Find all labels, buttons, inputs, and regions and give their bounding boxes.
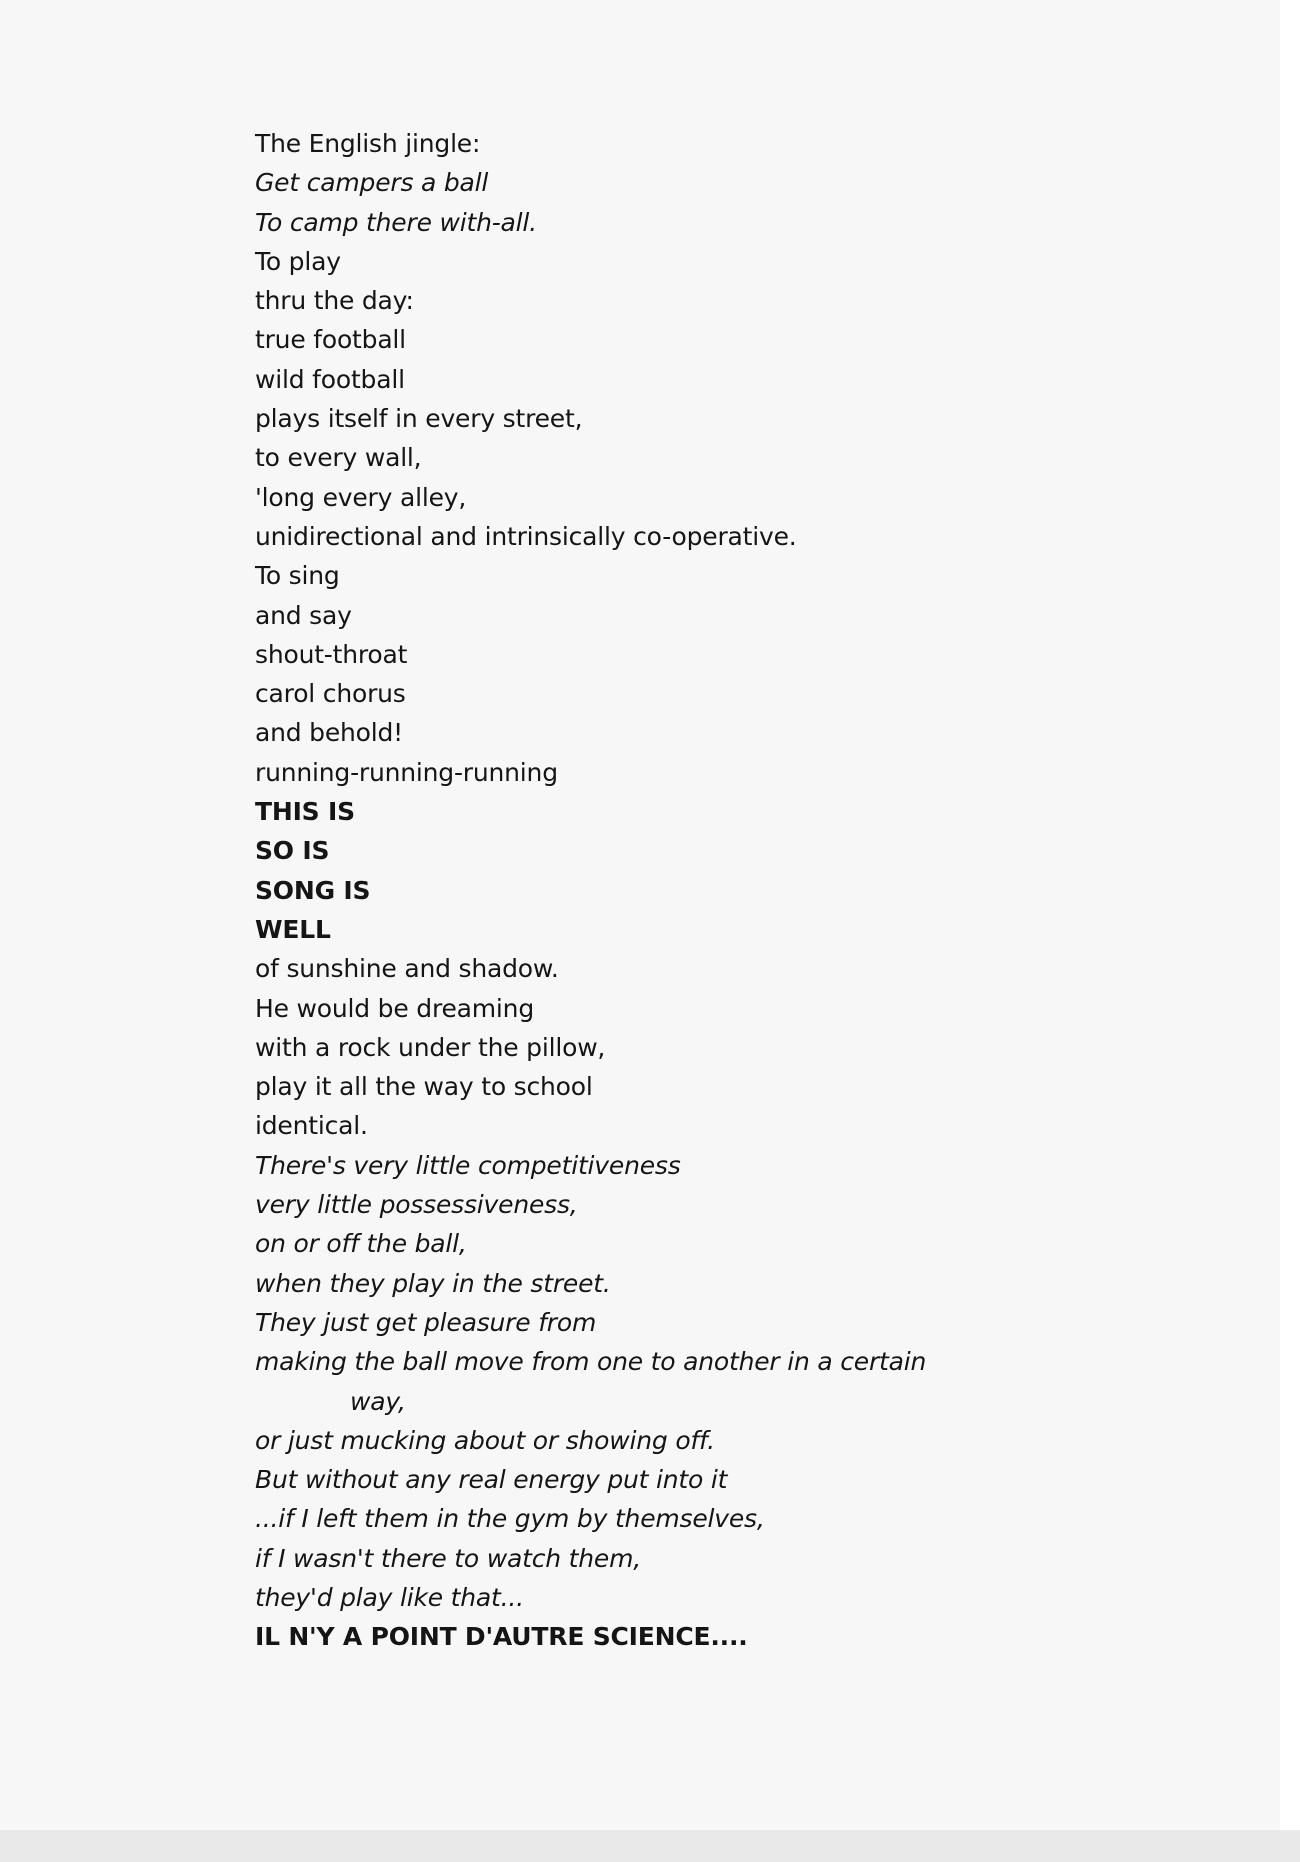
page-edge xyxy=(1280,0,1300,1862)
poem-line: IL N'Y A POINT D'AUTRE SCIENCE.... xyxy=(255,1622,748,1652)
poem-line: identical. xyxy=(255,1111,368,1141)
poem-line: true football xyxy=(255,325,406,355)
poem-line: He would be dreaming xyxy=(255,993,534,1023)
poem-line: and behold! xyxy=(255,718,404,748)
poem-line: way, xyxy=(350,1386,406,1416)
poem-line: 'long every alley, xyxy=(255,482,467,512)
poem-line: very little possessiveness, xyxy=(255,1190,578,1220)
poem-line: on or off the ball, xyxy=(255,1229,467,1259)
poem-text xyxy=(255,124,1155,1657)
poem-line: They just get pleasure from xyxy=(255,1307,597,1337)
poem-line: play it all the way to school xyxy=(255,1072,593,1102)
poem-line: shout-throat xyxy=(255,639,408,669)
poem-line: unidirectional and intrinsically co-operative. xyxy=(255,521,797,551)
poem-line: or just mucking about or showing off. xyxy=(255,1425,715,1455)
poem-line: But without any real energy put into it xyxy=(255,1465,728,1495)
poem-line: Get campers a ball xyxy=(255,168,489,198)
poem-line: to every wall, xyxy=(255,443,422,473)
poem-line: WELL xyxy=(255,914,331,944)
poem-line: plays itself in every street, xyxy=(255,404,583,434)
poem-line: thru the day: xyxy=(255,286,414,316)
poem-line: making the ball move from one to another in a certain xyxy=(255,1347,927,1377)
poem-line: SONG IS xyxy=(255,875,371,905)
page-bottom-edge xyxy=(0,1830,1300,1862)
poem-line: wild football xyxy=(255,364,405,394)
poem-line: There's very little competitiveness xyxy=(255,1150,681,1180)
poem-line: carol chorus xyxy=(255,679,406,709)
poem-line: and say xyxy=(255,600,352,630)
poem-line: The English jingle: xyxy=(255,129,481,158)
poem-line: ...if I left them in the gym by themselves, xyxy=(255,1504,765,1534)
poem-line: running-running-running xyxy=(255,757,558,787)
poem-line: SO IS xyxy=(255,836,330,866)
poem-line: To play xyxy=(255,246,341,276)
poem-line: they'd play like that... xyxy=(255,1582,524,1612)
poem-line: of sunshine and shadow. xyxy=(255,954,559,984)
poem-line: To sing xyxy=(255,561,340,591)
poem-line: THIS IS xyxy=(255,797,355,827)
poem-line: if I wasn't there to watch them, xyxy=(255,1543,641,1573)
poem-line: when they play in the street. xyxy=(255,1268,611,1298)
poem-line: To camp there with-all. xyxy=(255,207,537,237)
poem-line: with a rock under the pillow, xyxy=(255,1032,606,1062)
